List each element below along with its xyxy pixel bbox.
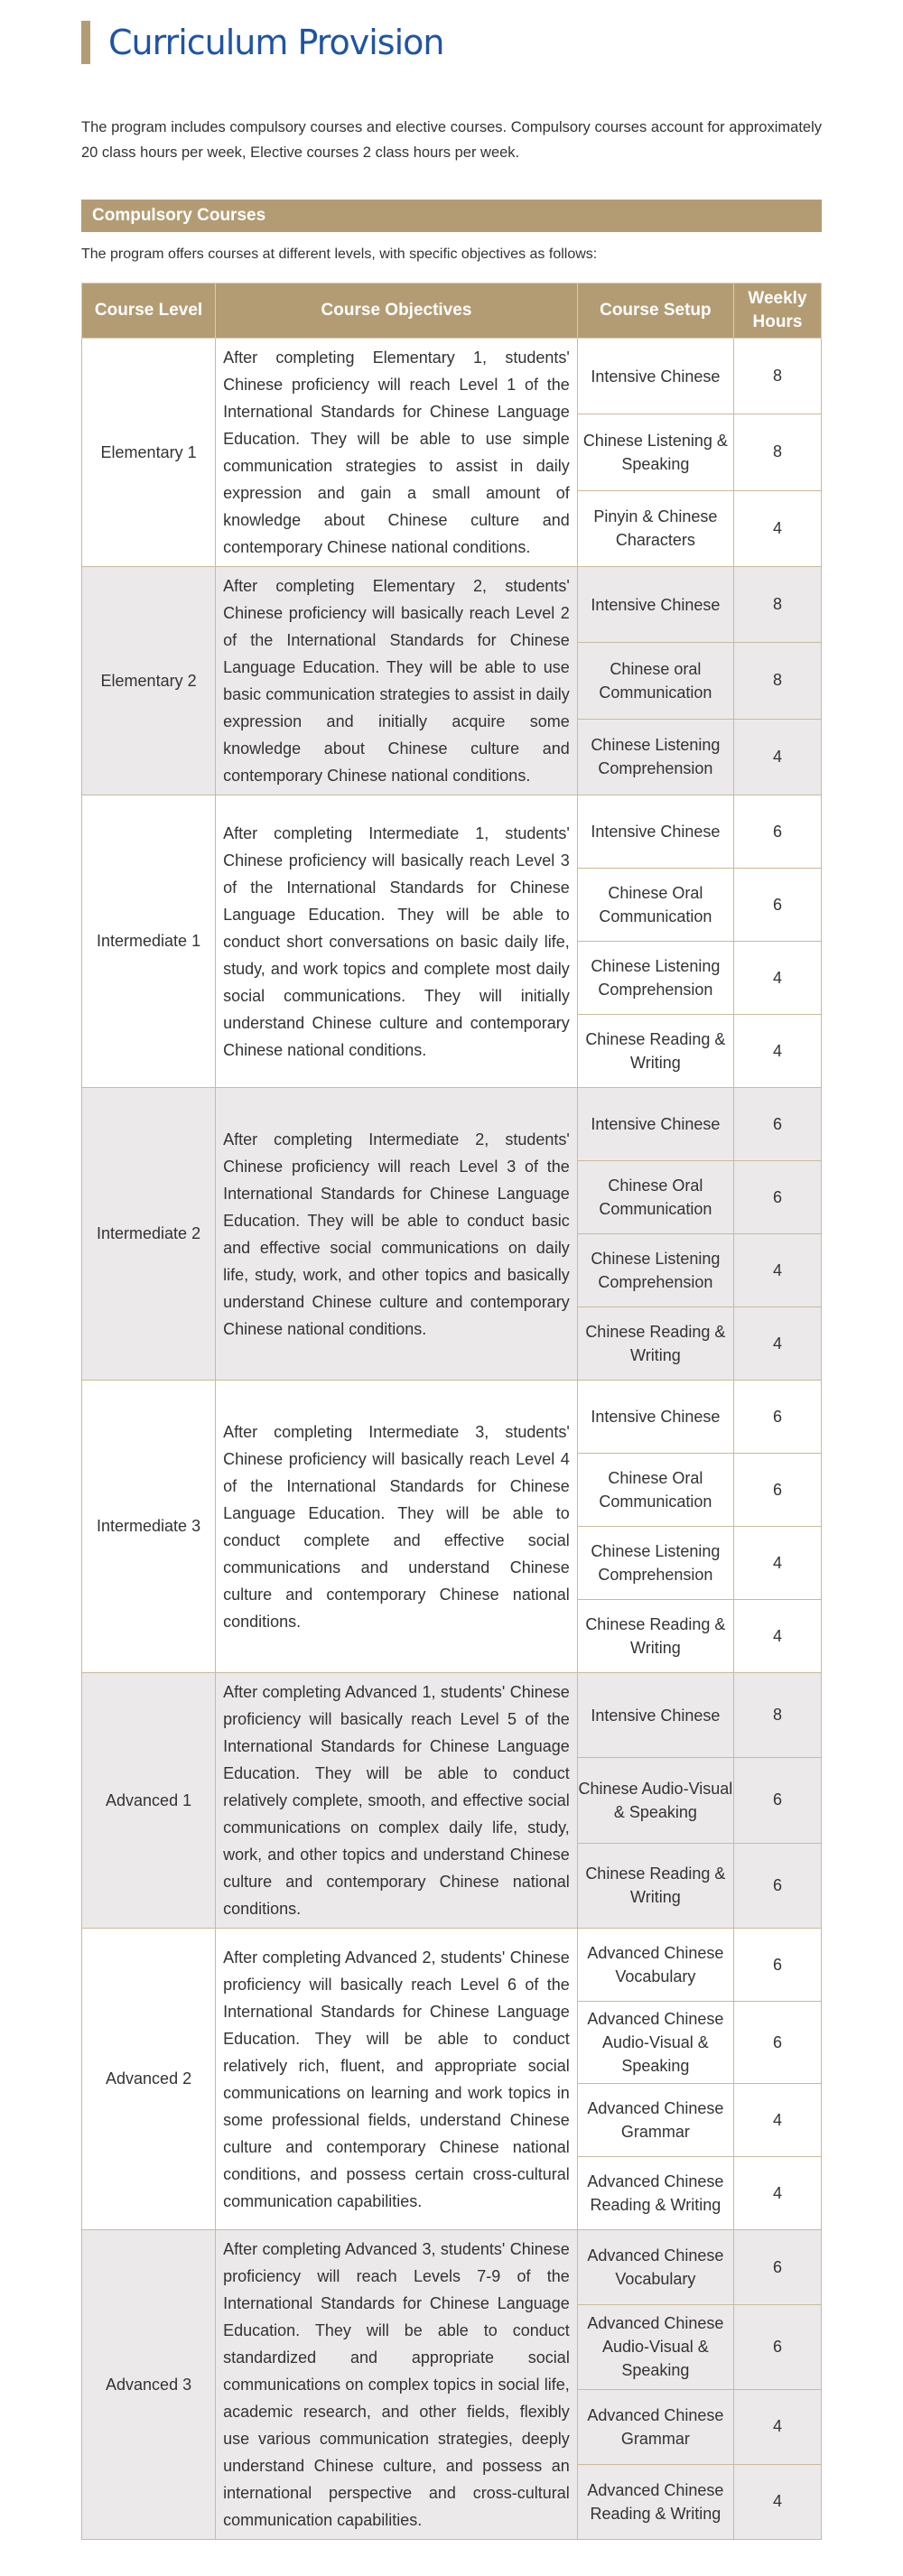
course-level-cell: Advanced 2 xyxy=(82,1929,216,2230)
course-objective-cell: After completing Intermediate 1, students' Chinese proficiency will basically reach Level 3 of the International Standards for Chinese Language Education. They will be able to conduct short conversations on basic daily life, study, and work topics and complete most daily social communications. They will initially understand Chinese culture and contemporary Chinese national conditions. xyxy=(216,795,578,1088)
weekly-hours-cell: 6 xyxy=(733,1929,821,2002)
weekly-hours-cell: 4 xyxy=(733,1600,821,1673)
course-setup-cell: Advanced Chinese Reading & Writing xyxy=(577,2157,733,2230)
weekly-hours-cell: 6 xyxy=(733,1758,821,1843)
course-level-cell: Advanced 1 xyxy=(82,1673,216,1929)
weekly-hours-cell: 6 xyxy=(733,1381,821,1454)
weekly-hours-cell: 8 xyxy=(733,339,821,414)
table-row xyxy=(82,339,822,414)
course-setup-cell: Intensive Chinese xyxy=(577,1673,733,1758)
course-setup-cell: Chinese Reading & Writing xyxy=(577,1015,733,1088)
weekly-hours-cell: 6 xyxy=(733,2002,821,2084)
table-row xyxy=(82,1381,822,1454)
weekly-hours-cell: 8 xyxy=(733,414,821,490)
course-objective-cell: After completing Intermediate 3, students' Chinese proficiency will basically reach Level 4 of the International Standards for Chinese Language Education. They will be able to conduct complete and effective social communications and understand Chinese culture and contemporary Chinese national conditions. xyxy=(216,1381,578,1673)
table-row xyxy=(82,795,822,869)
weekly-hours-cell: 6 xyxy=(733,1088,821,1161)
section-heading-compulsory: Compulsory Courses xyxy=(81,200,822,232)
weekly-hours-cell: 4 xyxy=(733,1307,821,1381)
course-setup-cell: Chinese Listening Comprehension xyxy=(577,719,733,795)
table-row xyxy=(82,567,822,643)
course-setup-cell: Intensive Chinese xyxy=(577,1088,733,1161)
weekly-hours-cell: 4 xyxy=(733,2464,821,2539)
course-setup-cell: Intensive Chinese xyxy=(577,567,733,643)
course-objective-cell: After completing Advanced 1, students' Chinese proficiency will basically reach Level 5 of the International Standards for Chinese Language Education. They will be able to conduct relatively complete, smooth, and effective social communications on complex daily life, study, work, and other topics and understand Chinese culture and contemporary Chinese national conditions. xyxy=(216,1673,578,1929)
course-level-cell: Intermediate 1 xyxy=(82,795,216,1088)
course-setup-cell: Pinyin & Chinese Characters xyxy=(577,490,733,566)
weekly-hours-cell: 6 xyxy=(733,1454,821,1527)
course-setup-cell: Chinese Oral Communication xyxy=(577,869,733,942)
weekly-hours-cell: 4 xyxy=(733,942,821,1015)
weekly-hours-cell: 8 xyxy=(733,643,821,719)
weekly-hours-cell: 4 xyxy=(733,719,821,795)
weekly-hours-cell: 6 xyxy=(733,2230,821,2305)
weekly-hours-cell: 6 xyxy=(733,2305,821,2389)
course-setup-cell: Chinese Reading & Writing xyxy=(577,1843,733,1928)
course-setup-cell: Advanced Chinese Reading & Writing xyxy=(577,2464,733,2539)
table-row xyxy=(82,2230,822,2305)
weekly-hours-cell: 4 xyxy=(733,1527,821,1600)
curriculum-table xyxy=(81,283,822,2540)
course-setup-cell: Chinese Oral Communication xyxy=(577,1161,733,1234)
course-objective-cell: After completing Elementary 2, students' Chinese proficiency will basically reach Level 2 of the International Standards for Chinese Language Education. They will be able to use basic communication strategies to assist in daily expression and initially acquire some knowledge about Chinese culture and contemporary Chinese national conditions. xyxy=(216,567,578,795)
header-course-objectives: Course Objectives xyxy=(216,284,578,339)
table-row xyxy=(82,1088,822,1161)
course-setup-cell: Intensive Chinese xyxy=(577,795,733,869)
weekly-hours-cell: 6 xyxy=(733,869,821,942)
course-setup-cell: Chinese Listening & Speaking xyxy=(577,414,733,490)
course-level-cell: Intermediate 3 xyxy=(82,1381,216,1673)
weekly-hours-cell: 8 xyxy=(733,567,821,643)
course-setup-cell: Advanced Chinese Grammar xyxy=(577,2084,733,2157)
course-objective-cell: After completing Elementary 1, students' Chinese proficiency will reach Level 1 of the International Standards for Chinese Language Education. They will be able to use simple communication strategies to assist in daily expression and gain a small amount of knowledge about Chinese culture and contemporary Chinese national conditions. xyxy=(216,339,578,567)
course-level-cell: Intermediate 2 xyxy=(82,1088,216,1381)
course-level-cell: Elementary 2 xyxy=(82,567,216,795)
course-objective-cell: After completing Advanced 2, students' Chinese proficiency will basically reach Level 6 of the International Standards for Chinese Language Education. They will be able to conduct relatively rich, fluent, and appropriate social communications on learning and work topics in some professional fields, understand Chinese culture and contemporary Chinese national conditions, and possess certain cross-cultural communication capabilities. xyxy=(216,1929,578,2230)
weekly-hours-cell: 4 xyxy=(733,2389,821,2464)
weekly-hours-cell: 8 xyxy=(733,1673,821,1758)
weekly-hours-cell: 6 xyxy=(733,1843,821,1928)
weekly-hours-cell: 4 xyxy=(733,490,821,566)
course-setup-cell: Chinese Listening Comprehension xyxy=(577,1234,733,1307)
course-setup-cell: Chinese Oral Communication xyxy=(577,1454,733,1527)
intro-paragraph: The program includes compulsory courses and elective courses. Compulsory courses account for approximately 20 class hours per week, Elective courses 2 class hours per week. xyxy=(81,119,822,161)
table-row xyxy=(82,1929,822,2002)
title-accent-bar xyxy=(81,21,90,64)
course-setup-cell: Intensive Chinese xyxy=(577,1381,733,1454)
section-description: The program offers courses at different levels, with specific objectives as follows: xyxy=(81,246,598,262)
weekly-hours-cell: 4 xyxy=(733,2157,821,2230)
course-level-cell: Advanced 3 xyxy=(82,2230,216,2540)
header-weekly-hours: Weekly Hours xyxy=(733,284,821,339)
course-level-cell: Elementary 1 xyxy=(82,339,216,567)
course-objective-cell: After completing Advanced 3, students' Chinese proficiency will reach Levels 7-9 of the International Standards for Chinese Language Education. They will be able to conduct standardized and appropriate social communications on complex topics in social life, academic research, and other fields, flexibly use various communication strategies, deeply understand Chinese culture, and possess an international perspective and cross-cultural communication capabilities. xyxy=(216,2230,578,2540)
weekly-hours-cell: 6 xyxy=(733,1161,821,1234)
header-course-level: Course Level xyxy=(82,284,216,339)
course-setup-cell: Advanced Chinese Vocabulary xyxy=(577,1929,733,2002)
course-setup-cell: Intensive Chinese xyxy=(577,339,733,414)
weekly-hours-cell: 6 xyxy=(733,795,821,869)
course-setup-cell: Chinese Listening Comprehension xyxy=(577,942,733,1015)
weekly-hours-cell: 4 xyxy=(733,1015,821,1088)
course-setup-cell: Chinese Audio-Visual & Speaking xyxy=(577,1758,733,1843)
table-row xyxy=(82,1673,822,1758)
title-block xyxy=(81,20,822,65)
course-setup-cell: Advanced Chinese Vocabulary xyxy=(577,2230,733,2305)
header-course-setup: Course Setup xyxy=(577,284,733,339)
course-setup-cell: Chinese Reading & Writing xyxy=(577,1600,733,1673)
table-header-row xyxy=(82,284,822,339)
page-title: Curriculum Provision xyxy=(108,23,444,62)
course-setup-cell: Advanced Chinese Audio-Visual & Speaking xyxy=(577,2305,733,2389)
course-objective-cell: After completing Intermediate 2, students' Chinese proficiency will reach Level 3 of the International Standards for Chinese Language Education. They will be able to conduct basic and effective social communications on daily life, study, work, and other topics and basically understand Chinese culture and contemporary Chinese national conditions. xyxy=(216,1088,578,1381)
course-setup-cell: Chinese Reading & Writing xyxy=(577,1307,733,1381)
table-body xyxy=(82,339,822,2540)
course-setup-cell: Chinese Listening Comprehension xyxy=(577,1527,733,1600)
course-setup-cell: Chinese oral Communication xyxy=(577,643,733,719)
course-setup-cell: Advanced Chinese Grammar xyxy=(577,2389,733,2464)
weekly-hours-cell: 4 xyxy=(733,1234,821,1307)
weekly-hours-cell: 4 xyxy=(733,2084,821,2157)
course-setup-cell: Advanced Chinese Audio-Visual & Speaking xyxy=(577,2002,733,2084)
